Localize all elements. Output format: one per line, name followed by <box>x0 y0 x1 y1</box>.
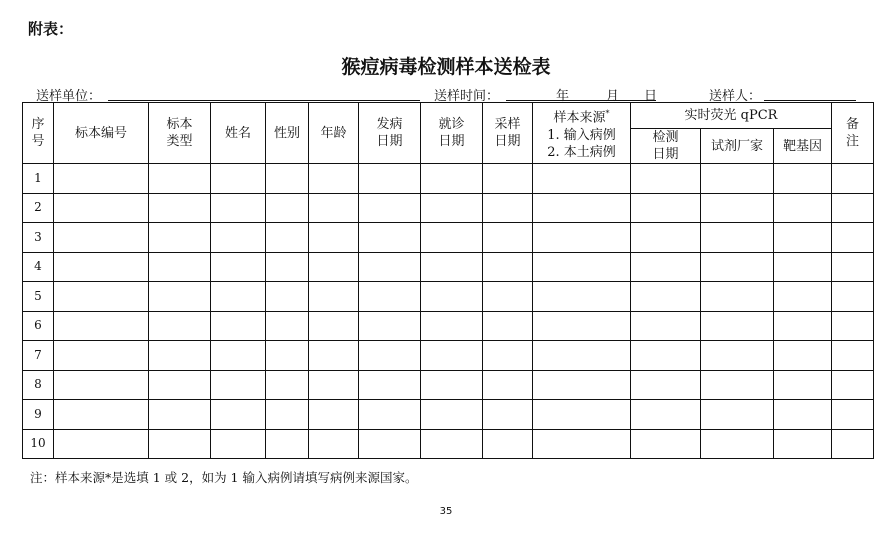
header-seq: 序 号 <box>23 103 54 164</box>
table-row <box>23 311 874 341</box>
table-cell[interactable] <box>631 341 701 371</box>
table-cell[interactable] <box>533 400 631 430</box>
table-cell[interactable] <box>774 282 832 312</box>
table-cell[interactable] <box>359 370 421 400</box>
table-cell[interactable] <box>533 252 631 282</box>
table-cell[interactable] <box>54 223 149 253</box>
table-cell[interactable] <box>421 400 483 430</box>
header-qpcr-group: 实时荧光 qPCR <box>631 103 832 129</box>
table-cell[interactable] <box>54 370 149 400</box>
table-cell[interactable] <box>266 282 309 312</box>
table-cell[interactable] <box>359 311 421 341</box>
unit-label: 送样单位： <box>36 89 102 104</box>
row-number: 1 <box>23 164 54 194</box>
row-number: 8 <box>23 370 54 400</box>
table-cell[interactable] <box>309 429 359 459</box>
table-cell[interactable] <box>631 164 701 194</box>
table-cell[interactable] <box>631 311 701 341</box>
table-cell[interactable] <box>832 193 874 223</box>
table-cell[interactable] <box>149 400 211 430</box>
table-cell[interactable] <box>533 370 631 400</box>
table-cell[interactable] <box>359 193 421 223</box>
table-cell[interactable] <box>774 193 832 223</box>
table-row <box>23 223 874 253</box>
table-cell[interactable] <box>266 341 309 371</box>
page-number: 35 <box>439 506 453 517</box>
table-cell[interactable] <box>631 223 701 253</box>
row-number: 3 <box>23 223 54 253</box>
table-cell[interactable] <box>483 429 533 459</box>
table-cell[interactable] <box>359 400 421 430</box>
table-cell[interactable] <box>483 311 533 341</box>
table-cell[interactable] <box>483 193 533 223</box>
table-cell[interactable] <box>211 164 266 194</box>
table-cell[interactable] <box>701 341 774 371</box>
source-mark: * <box>605 109 610 119</box>
table-cell[interactable] <box>359 341 421 371</box>
header-sex: 性别 <box>266 103 309 164</box>
table-cell[interactable] <box>309 341 359 371</box>
table-cell[interactable] <box>149 193 211 223</box>
table-cell[interactable] <box>631 400 701 430</box>
table-cell[interactable] <box>774 400 832 430</box>
table-cell[interactable] <box>774 311 832 341</box>
table-cell[interactable] <box>832 429 874 459</box>
appendix-label: 附表： <box>28 20 74 38</box>
table-cell[interactable] <box>421 252 483 282</box>
month-label: 月 <box>606 89 620 104</box>
table-cell[interactable] <box>54 400 149 430</box>
table-cell[interactable] <box>701 429 774 459</box>
table-cell[interactable] <box>533 223 631 253</box>
row-number: 5 <box>23 282 54 312</box>
table-cell[interactable] <box>54 164 149 194</box>
table-cell[interactable] <box>701 400 774 430</box>
year-label: 年 <box>556 89 570 104</box>
table-cell[interactable] <box>359 429 421 459</box>
table-cell[interactable] <box>54 311 149 341</box>
table-cell[interactable] <box>266 193 309 223</box>
table-row <box>23 341 874 371</box>
table-cell[interactable] <box>359 223 421 253</box>
table-cell[interactable] <box>701 252 774 282</box>
table-cell[interactable] <box>483 400 533 430</box>
table-cell[interactable] <box>309 400 359 430</box>
table-cell[interactable] <box>266 400 309 430</box>
table-cell[interactable] <box>832 164 874 194</box>
table-row <box>23 252 874 282</box>
table-cell[interactable] <box>309 370 359 400</box>
table-cell[interactable] <box>421 164 483 194</box>
table-cell[interactable] <box>832 341 874 371</box>
table-cell[interactable] <box>54 252 149 282</box>
time-label: 送样时间： <box>434 89 500 104</box>
table-cell[interactable] <box>266 429 309 459</box>
table-cell[interactable] <box>149 223 211 253</box>
table-cell[interactable] <box>211 370 266 400</box>
table-cell[interactable] <box>631 429 701 459</box>
table-cell[interactable] <box>211 252 266 282</box>
person-label: 送样人： <box>709 89 762 104</box>
table-row <box>23 282 874 312</box>
table-cell[interactable] <box>533 193 631 223</box>
header-collection-date: 采样 日期 <box>483 103 533 164</box>
table-cell[interactable] <box>421 193 483 223</box>
person-field[interactable] <box>764 100 856 101</box>
table-cell[interactable] <box>533 429 631 459</box>
table-cell[interactable] <box>211 223 266 253</box>
table-cell[interactable] <box>421 370 483 400</box>
table-cell[interactable] <box>54 282 149 312</box>
table-cell[interactable] <box>832 370 874 400</box>
table-cell[interactable] <box>266 164 309 194</box>
table-cell[interactable] <box>149 341 211 371</box>
row-number: 6 <box>23 311 54 341</box>
table-cell[interactable] <box>701 164 774 194</box>
header-age: 年龄 <box>309 103 359 164</box>
day-label: 日 <box>644 89 658 104</box>
table-cell[interactable] <box>774 341 832 371</box>
unit-field[interactable] <box>108 100 420 101</box>
table-cell[interactable] <box>483 282 533 312</box>
table-cell[interactable] <box>483 341 533 371</box>
header-sample-source <box>533 103 631 164</box>
table-cell[interactable] <box>54 193 149 223</box>
page-title: 猴痘病毒检测样本送检表 <box>341 56 551 78</box>
table-cell[interactable] <box>832 252 874 282</box>
table-cell[interactable] <box>211 400 266 430</box>
table-cell[interactable] <box>631 252 701 282</box>
row-number: 10 <box>23 429 54 459</box>
table-cell[interactable] <box>149 252 211 282</box>
header-target-gene: 靶基因 <box>774 129 832 164</box>
table-cell[interactable] <box>309 252 359 282</box>
table-cell[interactable] <box>266 223 309 253</box>
source-title: 样本来源 <box>553 110 606 126</box>
row-number: 2 <box>23 193 54 223</box>
table-cell[interactable] <box>832 282 874 312</box>
table-cell[interactable] <box>832 400 874 430</box>
sample-submission-table <box>22 102 874 459</box>
table-cell[interactable] <box>54 429 149 459</box>
table-cell[interactable] <box>211 311 266 341</box>
table-row <box>23 370 874 400</box>
row-number: 9 <box>23 400 54 430</box>
table-cell[interactable] <box>211 282 266 312</box>
table-cell[interactable] <box>631 282 701 312</box>
table-cell[interactable] <box>533 311 631 341</box>
table-cell[interactable] <box>483 223 533 253</box>
table-cell[interactable] <box>774 429 832 459</box>
table-cell[interactable] <box>359 282 421 312</box>
header-reagent-maker: 试剂厂家 <box>701 129 774 164</box>
source-option-1: 1. 输入病例 <box>547 127 616 143</box>
table-cell[interactable] <box>483 164 533 194</box>
table-cell[interactable] <box>421 282 483 312</box>
table-cell[interactable] <box>309 282 359 312</box>
header-visit-date: 就诊 日期 <box>421 103 483 164</box>
header-name: 姓名 <box>211 103 266 164</box>
table-cell[interactable] <box>359 164 421 194</box>
table-cell[interactable] <box>701 282 774 312</box>
table-cell[interactable] <box>149 370 211 400</box>
table-cell[interactable] <box>309 193 359 223</box>
table-cell[interactable] <box>149 164 211 194</box>
table-row <box>23 164 874 194</box>
table-cell[interactable] <box>309 164 359 194</box>
table-cell[interactable] <box>211 341 266 371</box>
table-cell[interactable] <box>533 164 631 194</box>
row-number: 7 <box>23 341 54 371</box>
table-cell[interactable] <box>774 370 832 400</box>
table-cell[interactable] <box>149 282 211 312</box>
header-remarks: 备 注 <box>832 103 874 164</box>
table-cell[interactable] <box>774 252 832 282</box>
table-cell[interactable] <box>266 370 309 400</box>
table-cell[interactable] <box>631 193 701 223</box>
table-cell[interactable] <box>701 311 774 341</box>
table-cell[interactable] <box>483 252 533 282</box>
table-cell[interactable] <box>631 370 701 400</box>
header-sample-type: 标本 类型 <box>149 103 211 164</box>
table-cell[interactable] <box>832 311 874 341</box>
table-cell[interactable] <box>149 429 211 459</box>
header-test-date: 检测 日期 <box>631 129 701 164</box>
table-row <box>23 193 874 223</box>
footnote: 注：样本来源*是选填 1 或 2，如为 1 输入病例请填写病例来源国家。 <box>30 470 418 485</box>
header-sample-id: 标本编号 <box>54 103 149 164</box>
row-number: 4 <box>23 252 54 282</box>
table-cell[interactable] <box>701 223 774 253</box>
header-onset-date: 发病 日期 <box>359 103 421 164</box>
table-cell[interactable] <box>266 252 309 282</box>
table-cell[interactable] <box>149 311 211 341</box>
table-cell[interactable] <box>533 341 631 371</box>
table-cell[interactable] <box>421 311 483 341</box>
table-cell[interactable] <box>211 193 266 223</box>
table-cell[interactable] <box>421 429 483 459</box>
submission-info-line <box>24 83 864 103</box>
table-cell[interactable] <box>211 429 266 459</box>
table-cell[interactable] <box>774 223 832 253</box>
table-cell[interactable] <box>701 193 774 223</box>
table-cell[interactable] <box>309 311 359 341</box>
table-cell[interactable] <box>483 370 533 400</box>
table-cell[interactable] <box>266 311 309 341</box>
source-option-2: 2. 本土病例 <box>547 144 616 160</box>
table-cell[interactable] <box>774 164 832 194</box>
time-field[interactable] <box>506 100 656 101</box>
table-cell[interactable] <box>701 370 774 400</box>
table-cell[interactable] <box>832 223 874 253</box>
table-cell[interactable] <box>359 252 421 282</box>
table-cell[interactable] <box>54 341 149 371</box>
table-cell[interactable] <box>533 282 631 312</box>
table-row <box>23 400 874 430</box>
table-cell[interactable] <box>421 341 483 371</box>
table-cell[interactable] <box>309 223 359 253</box>
table-cell[interactable] <box>421 223 483 253</box>
table-row <box>23 429 874 459</box>
